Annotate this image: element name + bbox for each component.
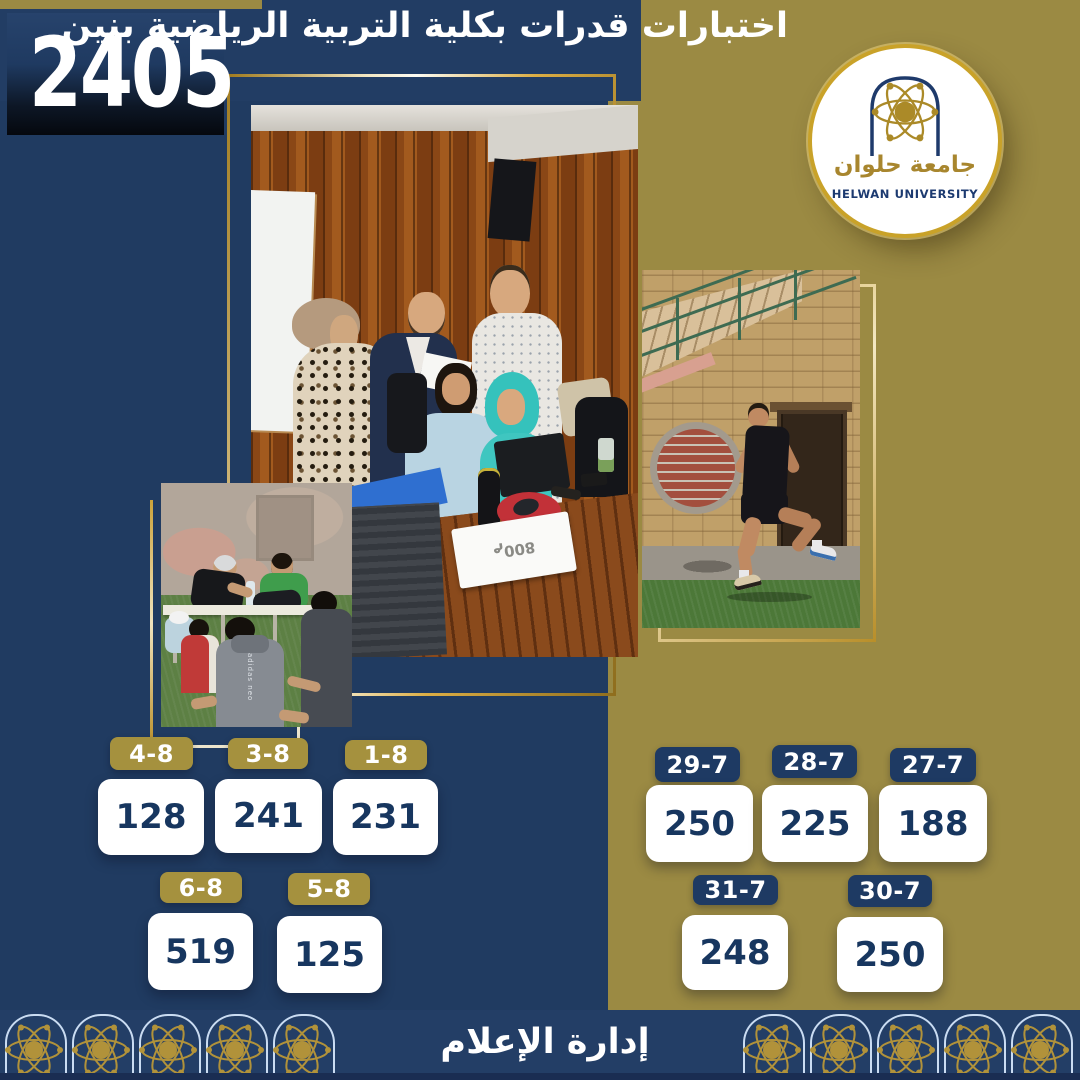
count-card: 519	[148, 913, 253, 990]
arch-atom-ornament	[944, 1014, 1006, 1080]
arch-atom-ornament	[5, 1014, 67, 1080]
railing-post-1	[676, 298, 679, 360]
pc-tower-body	[339, 502, 447, 657]
count-card: 248	[682, 915, 788, 990]
applicant-cap-hat	[169, 611, 189, 624]
applicant-hoodie-hood	[231, 635, 269, 653]
person-suit-head	[408, 292, 445, 338]
brick-circle	[650, 422, 742, 514]
issue-number: 2405	[28, 17, 233, 129]
photo-field	[161, 483, 352, 727]
footer-label: إدارة الإعلام	[440, 1022, 650, 1062]
gold-connector-line	[150, 500, 153, 747]
arch-atom-ornament	[72, 1014, 134, 1080]
runner-shadow	[727, 592, 812, 602]
arch-atom-ornament	[810, 1014, 872, 1080]
person-seated-face	[442, 373, 470, 405]
count-card: 231	[333, 779, 438, 855]
logo-arabic-name: جامعة حلوان	[833, 152, 977, 178]
logo-english-name: HELWAN UNIVERSITY	[831, 187, 979, 201]
thermos	[478, 468, 500, 530]
date-badge: 29-7	[655, 747, 740, 782]
applicant-dark	[301, 609, 352, 727]
atom-icon	[872, 80, 939, 143]
count-card: 250	[646, 785, 753, 862]
date-badge: 28-7	[772, 745, 857, 778]
arch-atom-ornament	[877, 1014, 939, 1080]
date-badge: 5-8	[288, 873, 370, 905]
arch-atom-ornament	[206, 1014, 268, 1080]
applicant-red	[181, 635, 219, 693]
date-badge: 6-8	[160, 872, 242, 903]
date-badge: 3-8	[228, 738, 308, 769]
person-white-head	[490, 265, 530, 317]
office-chair-left	[387, 373, 427, 453]
arch-atom-ornament	[1011, 1014, 1073, 1080]
exam-folder-label: 800م	[491, 537, 537, 563]
arch-atom-ornament	[743, 1014, 805, 1080]
date-badge: 30-7	[848, 875, 932, 907]
count-card: 125	[277, 916, 382, 993]
count-card: 250	[837, 917, 943, 992]
count-card: 188	[879, 785, 987, 862]
wall-patch	[256, 495, 314, 561]
date-badge: 27-7	[890, 748, 976, 782]
footer-bottom-strip	[0, 1073, 1080, 1080]
badge-connector-horizontal	[193, 745, 228, 748]
page-title: اختبارات قدرات بكلية التربية الرياضية بنين	[61, 6, 788, 46]
count-card: 241	[215, 779, 322, 853]
photo-runner	[642, 270, 860, 628]
sanitizer-bottle	[598, 438, 614, 472]
count-card: 225	[762, 785, 868, 862]
person-hijab-face	[497, 389, 525, 425]
date-badge: 31-7	[693, 875, 778, 905]
helwan-university-logo	[812, 48, 998, 234]
arch-atom-ornament	[139, 1014, 201, 1080]
arch-atom-ornament	[273, 1014, 335, 1080]
date-badge: 1-8	[345, 740, 427, 770]
phone	[580, 472, 607, 488]
hoodie-label: adidas neo	[246, 653, 254, 702]
runner-head	[748, 403, 769, 427]
date-badge: 4-8	[110, 737, 193, 770]
count-card: 128	[98, 779, 204, 855]
footer-bar	[0, 1010, 1080, 1080]
speaker	[488, 158, 537, 241]
logo-graphic	[812, 48, 998, 234]
railing-post-3	[794, 270, 797, 320]
railing-post-2	[738, 278, 741, 340]
